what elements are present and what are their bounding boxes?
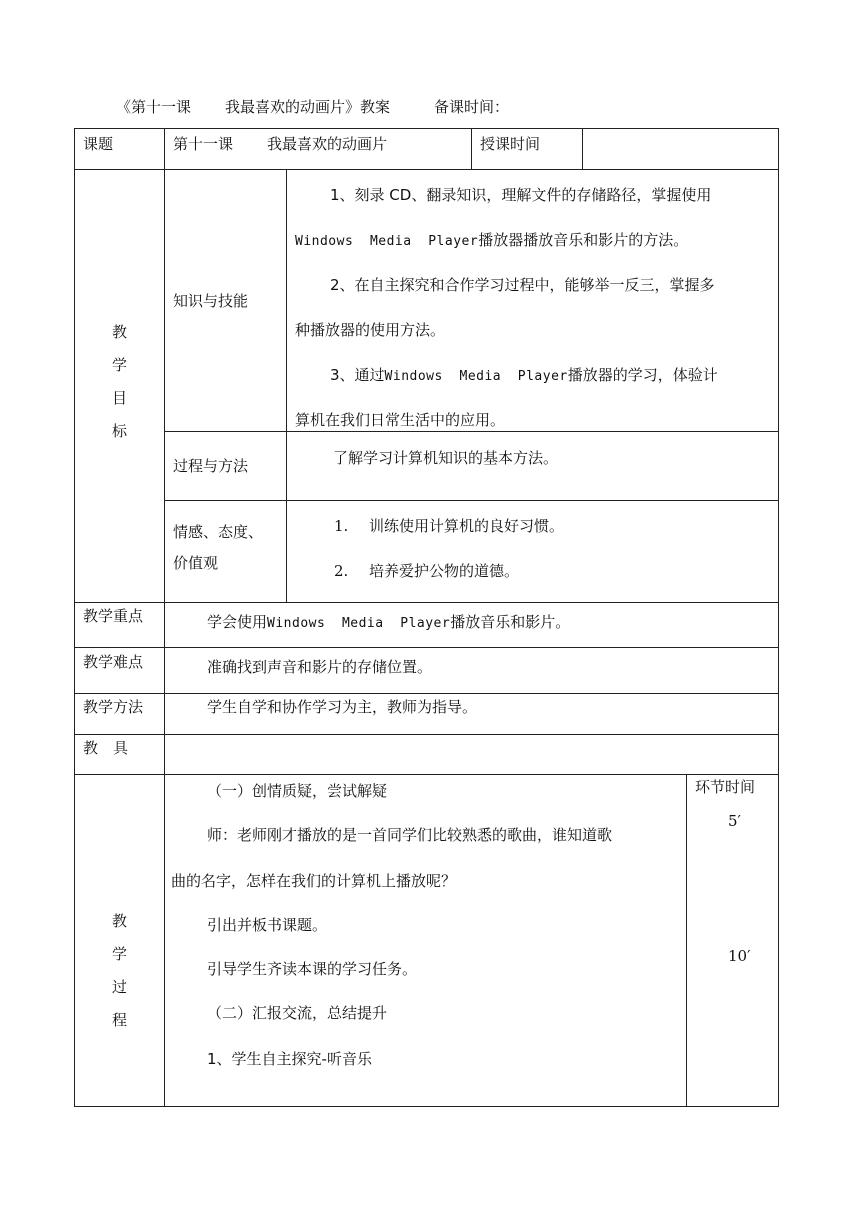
time-header: 环节时间 xyxy=(695,778,756,796)
process-section-label-cell xyxy=(74,774,165,1107)
process-line-7: 1、学生自主探究-听音乐 xyxy=(207,1050,372,1068)
topic-value-cell xyxy=(164,128,472,170)
process-label: 过程与方法 xyxy=(173,457,249,475)
process-line-1: （一）创情质疑，尝试解疑 xyxy=(207,782,388,800)
process-line-5: 引导学生齐读本课的学习任务。 xyxy=(207,960,418,978)
difficulty-content-cell xyxy=(164,647,779,694)
knowledge-label: 知识与技能 xyxy=(173,292,249,310)
topic-label-cell xyxy=(74,128,165,170)
difficulty-text: 准确找到声音和影片的存储位置。 xyxy=(207,658,433,676)
key-point-text: 学会使用Windows Media Player播放音乐和影片。 xyxy=(207,613,571,631)
knowledge-label-cell xyxy=(164,169,287,432)
process-line-3: 曲的名字，怎样在我们的计算机上播放呢？ xyxy=(171,872,457,890)
title-part1: 《第十一课 xyxy=(116,98,192,116)
objectives-label-cell xyxy=(74,169,165,603)
method-content-cell xyxy=(164,693,779,735)
key-point-label: 教学重点 xyxy=(83,607,144,625)
title-part2: 我最喜欢的动画片》教案 xyxy=(225,98,391,116)
method-text: 学生自学和协作学习为主，教师为指导。 xyxy=(207,698,478,716)
knowledge-line-5: 3、通过Windows Media Player播放器的学习，体验计 xyxy=(330,366,718,384)
time-value-2: 10′ xyxy=(728,947,751,965)
time-value-1: 5′ xyxy=(728,812,741,830)
tools-label: 教 具 xyxy=(83,739,129,757)
emotion-label-2: 价值观 xyxy=(173,554,219,572)
document-title xyxy=(116,96,509,117)
process-time-cell xyxy=(686,774,779,1107)
method-label-cell xyxy=(74,693,165,735)
process-line-4: 引出并板书课题。 xyxy=(207,916,328,934)
method-label: 教学方法 xyxy=(83,698,144,716)
tools-label-cell xyxy=(74,734,165,775)
difficulty-label-cell xyxy=(74,647,165,694)
key-point-label-cell xyxy=(74,602,165,648)
knowledge-line-2: Windows Media Player播放器播放音乐和影片的方法。 xyxy=(295,231,689,249)
knowledge-line-6: 算机在我们日常生活中的应用。 xyxy=(295,411,506,429)
process-line-2: 师：老师刚才播放的是一首同学们比较熟悉的歌曲，谁知道歌 xyxy=(207,826,613,844)
emotion-label-1: 情感、态度、 xyxy=(173,523,264,541)
objectives-label: 教 学 目 标 xyxy=(111,323,127,440)
process-text: 了解学习计算机知识的基本方法。 xyxy=(333,449,559,467)
teach-time-label-cell xyxy=(471,128,583,170)
emotion-item-2: 2. 培养爱护公物的道德。 xyxy=(334,562,520,580)
teach-time-label: 授课时间 xyxy=(480,135,541,153)
process-section-label: 教 学 过 程 xyxy=(111,912,127,1029)
tools-content-cell xyxy=(164,734,779,775)
topic-label: 课题 xyxy=(83,135,114,153)
emotion-label-cell xyxy=(164,500,287,603)
process-content-cell xyxy=(286,431,779,501)
teach-time-value-cell xyxy=(582,128,779,170)
emotion-content-cell xyxy=(286,500,779,603)
process-section-content-cell xyxy=(164,774,687,1107)
process-label-cell xyxy=(164,431,287,501)
knowledge-line-1: 1、刻录 CD、翻录知识，理解文件的存储路径，掌握使用 xyxy=(330,186,712,204)
knowledge-line-3: 2、在自主探究和合作学习过程中，能够举一反三，掌握多 xyxy=(330,276,715,294)
emotion-item-1: 1. 训练使用计算机的良好习惯。 xyxy=(334,517,565,535)
difficulty-label: 教学难点 xyxy=(83,653,144,671)
knowledge-line-4: 种播放器的使用方法。 xyxy=(295,321,446,339)
process-line-6: （二）汇报交流，总结提升 xyxy=(207,1004,388,1022)
knowledge-content-cell xyxy=(286,169,779,432)
prep-time-label: 备课时间： xyxy=(434,98,510,116)
key-point-content-cell xyxy=(164,602,779,648)
topic-value: 第十一课 我最喜欢的动画片 xyxy=(173,135,388,153)
